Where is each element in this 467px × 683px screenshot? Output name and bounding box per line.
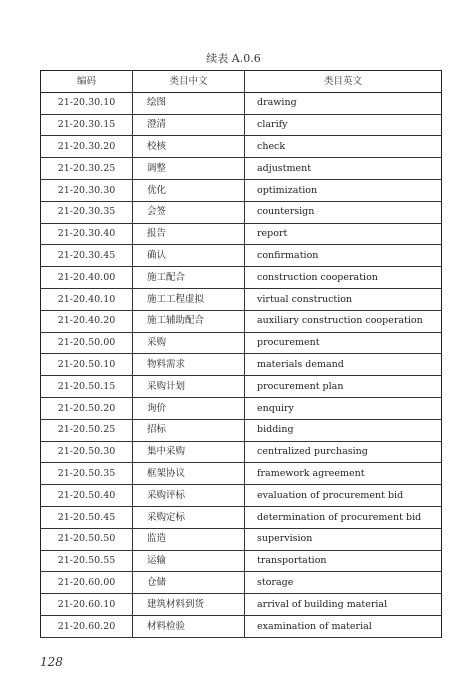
- cell-en: report: [245, 223, 442, 245]
- table-row: [41, 332, 442, 354]
- table-row: [41, 288, 442, 310]
- header-en: 类目英文: [245, 71, 442, 93]
- cell-cn: 报告: [133, 223, 245, 245]
- cell-code: 21-20.40.00: [41, 267, 133, 289]
- table-row: [41, 594, 442, 616]
- cell-cn: 施工辅助配合: [133, 310, 245, 332]
- cell-cn: 运输: [133, 550, 245, 572]
- cell-code: 21-20.60.20: [41, 615, 133, 637]
- cell-en: supervision: [245, 528, 442, 550]
- cell-cn: 会签: [133, 201, 245, 223]
- cell-en: centralized purchasing: [245, 441, 442, 463]
- table-row: [41, 267, 442, 289]
- cell-code: 21-20.50.40: [41, 485, 133, 507]
- cell-code: 21-20.50.25: [41, 419, 133, 441]
- cell-code: 21-20.50.30: [41, 441, 133, 463]
- cell-code: 21-20.30.15: [41, 114, 133, 136]
- table-row: [41, 201, 442, 223]
- table-row: [41, 179, 442, 201]
- cell-code: 21-20.60.00: [41, 572, 133, 594]
- cell-cn: 监造: [133, 528, 245, 550]
- cell-cn: 确认: [133, 245, 245, 267]
- cell-code: 21-20.50.00: [41, 332, 133, 354]
- classification-table: [40, 70, 442, 638]
- cell-cn: 调整: [133, 158, 245, 180]
- cell-code: 21-20.50.50: [41, 528, 133, 550]
- table-row: [41, 485, 442, 507]
- cell-cn: 绘图: [133, 92, 245, 114]
- table-row: [41, 572, 442, 594]
- cell-cn: 建筑材料到货: [133, 594, 245, 616]
- cell-code: 21-20.50.35: [41, 463, 133, 485]
- table-row: [41, 528, 442, 550]
- cell-en: framework agreement: [245, 463, 442, 485]
- cell-code: 21-20.30.35: [41, 201, 133, 223]
- cell-en: transportation: [245, 550, 442, 572]
- cell-cn: 框架协议: [133, 463, 245, 485]
- table-row: [41, 354, 442, 376]
- cell-cn: 采购: [133, 332, 245, 354]
- cell-cn: 施工工程虚拟: [133, 288, 245, 310]
- cell-code: 21-20.30.10: [41, 92, 133, 114]
- cell-cn: 物料需求: [133, 354, 245, 376]
- table-row: [41, 441, 442, 463]
- cell-en: examination of material: [245, 615, 442, 637]
- cell-en: check: [245, 136, 442, 158]
- cell-code: 21-20.50.45: [41, 506, 133, 528]
- page-number: 128: [40, 655, 63, 669]
- header-code: 编码: [41, 71, 133, 93]
- cell-cn: 校核: [133, 136, 245, 158]
- cell-code: 21-20.50.10: [41, 354, 133, 376]
- table-row: [41, 397, 442, 419]
- cell-en: materials demand: [245, 354, 442, 376]
- table-row: [41, 245, 442, 267]
- cell-en: determination of procurement bid: [245, 506, 442, 528]
- cell-code: 21-20.50.55: [41, 550, 133, 572]
- cell-cn: 仓储: [133, 572, 245, 594]
- cell-en: countersign: [245, 201, 442, 223]
- cell-cn: 优化: [133, 179, 245, 201]
- cell-en: virtual construction: [245, 288, 442, 310]
- cell-en: drawing: [245, 92, 442, 114]
- table-row: [41, 550, 442, 572]
- cell-en: procurement: [245, 332, 442, 354]
- cell-code: 21-20.30.20: [41, 136, 133, 158]
- cell-en: procurement plan: [245, 376, 442, 398]
- cell-en: arrival of building material: [245, 594, 442, 616]
- table-row: [41, 463, 442, 485]
- cell-en: bidding: [245, 419, 442, 441]
- cell-cn: 材料检验: [133, 615, 245, 637]
- cell-cn: 澄清: [133, 114, 245, 136]
- table-row: [41, 92, 442, 114]
- cell-en: construction cooperation: [245, 267, 442, 289]
- table-header-row: [41, 71, 442, 93]
- cell-code: 21-20.30.45: [41, 245, 133, 267]
- table-row: [41, 114, 442, 136]
- header-cn: 类目中文: [133, 71, 245, 93]
- cell-code: 21-20.30.30: [41, 179, 133, 201]
- table-caption: 续表 A.0.6: [206, 52, 261, 65]
- table-row: [41, 310, 442, 332]
- cell-en: auxiliary construction cooperation: [245, 310, 442, 332]
- cell-cn: 招标: [133, 419, 245, 441]
- cell-code: 21-20.50.15: [41, 376, 133, 398]
- cell-code: 21-20.30.40: [41, 223, 133, 245]
- cell-code: 21-20.40.20: [41, 310, 133, 332]
- cell-en: optimization: [245, 179, 442, 201]
- cell-cn: 采购计划: [133, 376, 245, 398]
- table-row: [41, 506, 442, 528]
- cell-code: 21-20.50.20: [41, 397, 133, 419]
- cell-cn: 施工配合: [133, 267, 245, 289]
- cell-cn: 询价: [133, 397, 245, 419]
- cell-en: confirmation: [245, 245, 442, 267]
- cell-en: evaluation of procurement bid: [245, 485, 442, 507]
- cell-en: enquiry: [245, 397, 442, 419]
- cell-en: clarify: [245, 114, 442, 136]
- cell-code: 21-20.60.10: [41, 594, 133, 616]
- cell-cn: 采购评标: [133, 485, 245, 507]
- table-row: [41, 376, 442, 398]
- cell-cn: 采购定标: [133, 506, 245, 528]
- table-row: [41, 158, 442, 180]
- table-row: [41, 223, 442, 245]
- cell-cn: 集中采购: [133, 441, 245, 463]
- cell-en: adjustment: [245, 158, 442, 180]
- table-row: [41, 136, 442, 158]
- cell-code: 21-20.30.25: [41, 158, 133, 180]
- cell-code: 21-20.40.10: [41, 288, 133, 310]
- table-row: [41, 615, 442, 637]
- cell-en: storage: [245, 572, 442, 594]
- table-body: [41, 92, 442, 637]
- table-row: [41, 419, 442, 441]
